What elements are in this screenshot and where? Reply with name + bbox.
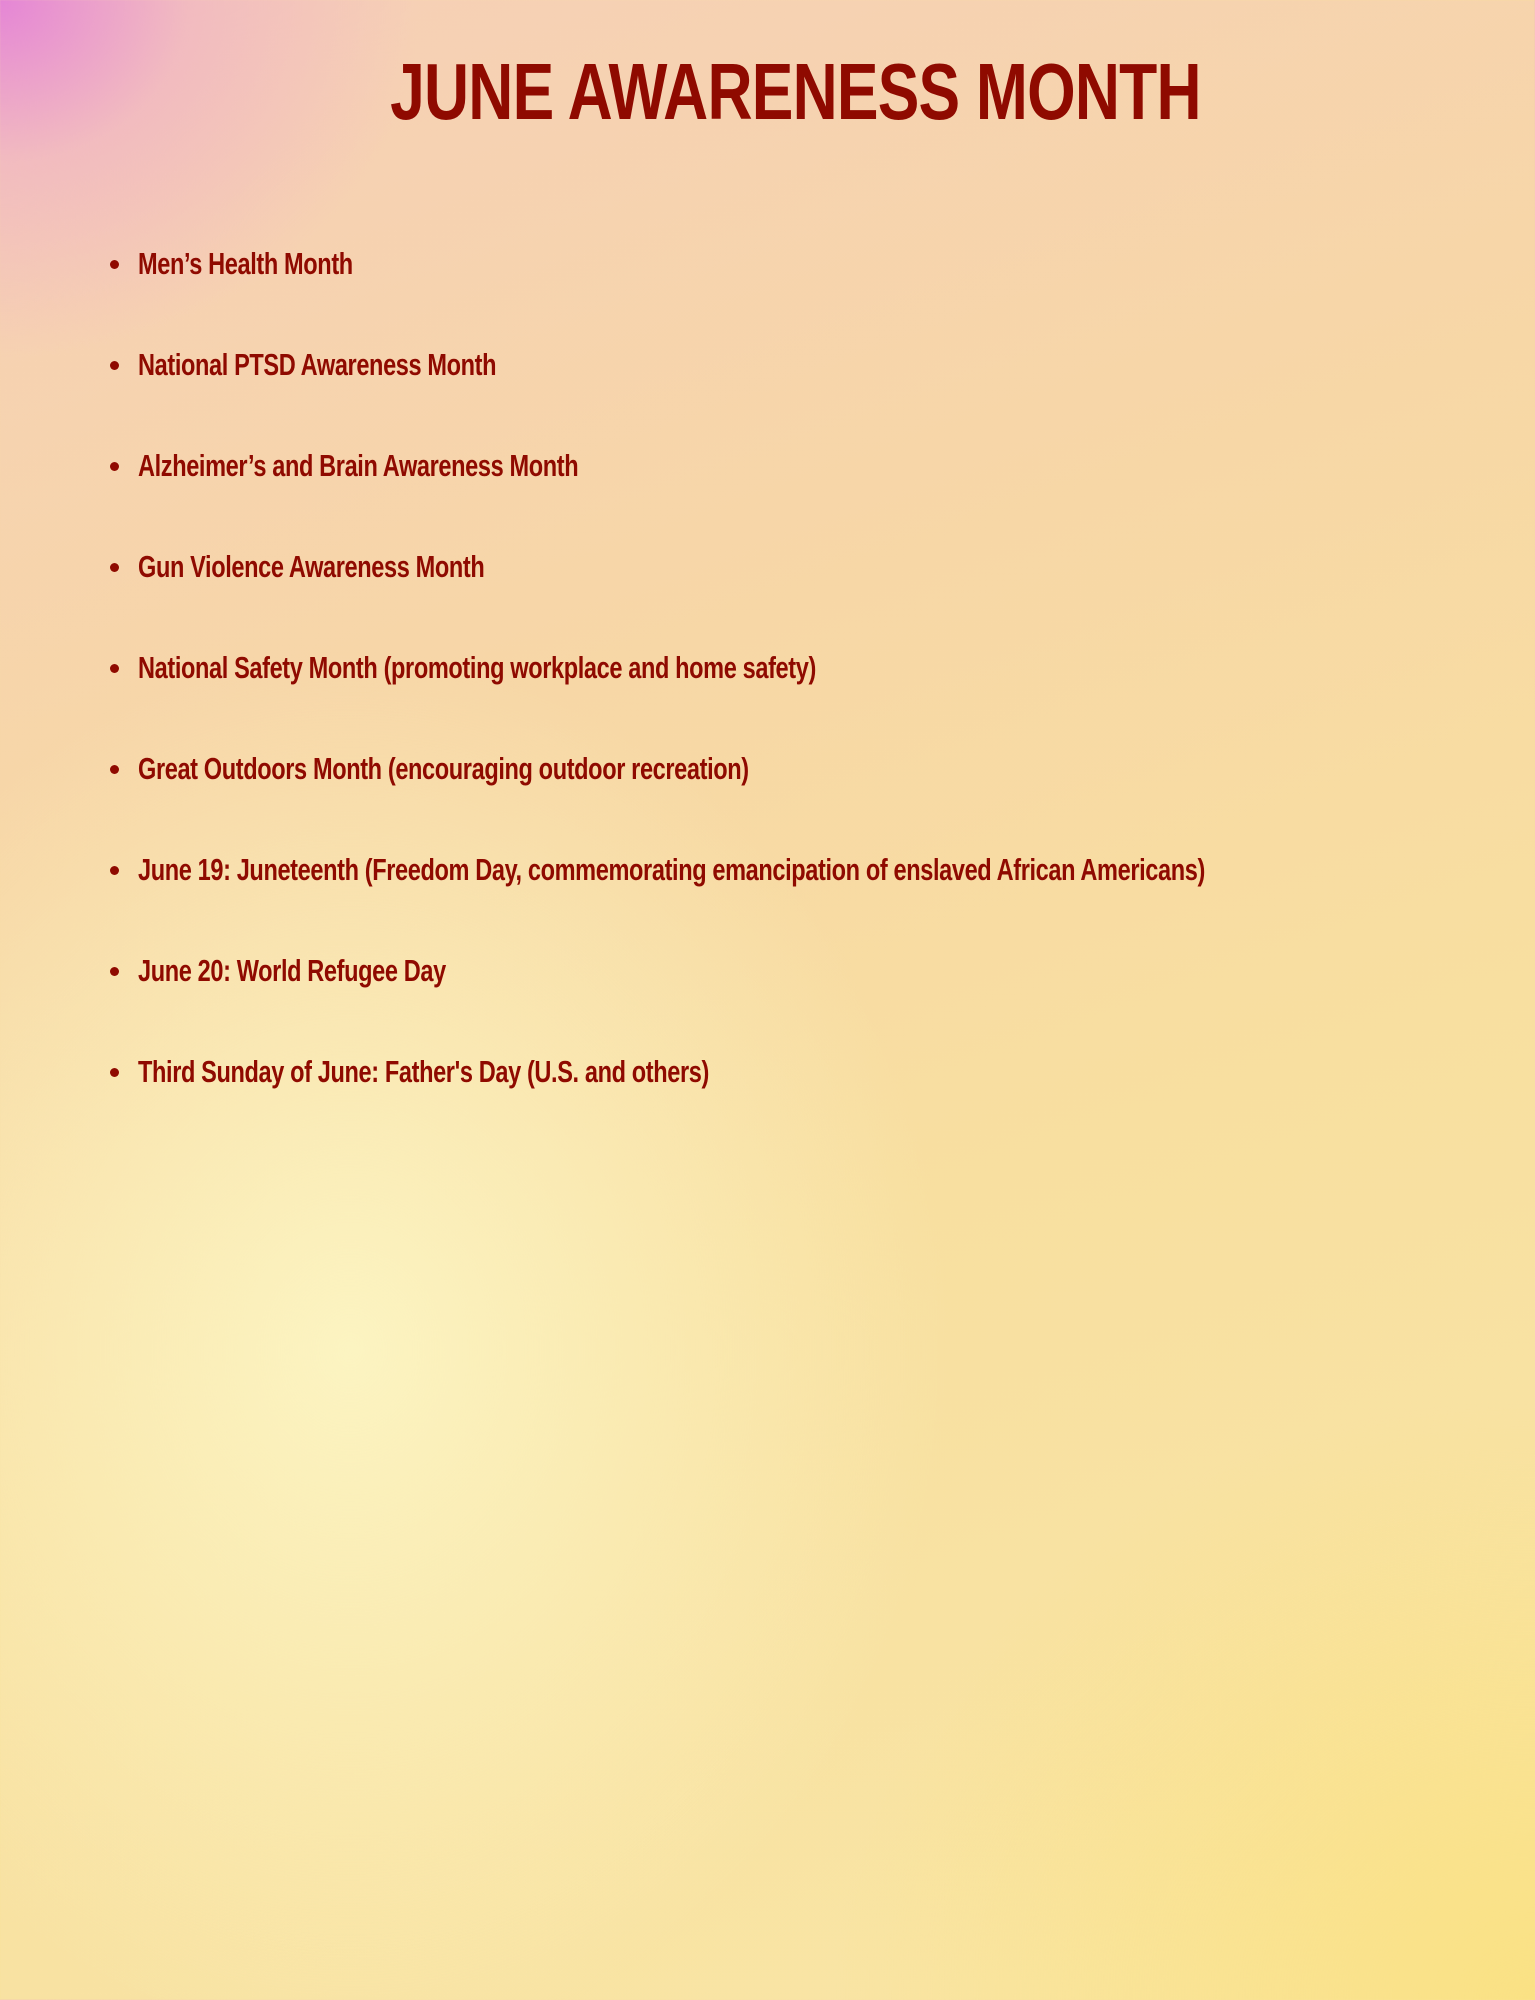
list-item-label: June 19: Juneteenth (Freedom Day, commemorating emancipation of enslaved African Americans) (138, 852, 1205, 887)
list-item-label: Gun Violence Awareness Month (138, 549, 485, 584)
bullet-icon (110, 361, 119, 370)
list-item-label: June 20: World Refugee Day (138, 953, 446, 988)
list-item-label: Alzheimer’s and Brain Awareness Month (138, 448, 579, 483)
list-item (100, 945, 1535, 1046)
list-item (100, 743, 1535, 844)
list-item-label: Third Sunday of June: Father's Day (U.S. and others) (138, 1054, 709, 1089)
bullet-icon (110, 462, 119, 471)
bullet-icon (110, 664, 119, 673)
bullet-icon (110, 765, 119, 774)
list-item-label: National Safety Month (promoting workplace and home safety) (138, 650, 816, 685)
bullet-icon (110, 866, 119, 875)
bullet-icon (110, 563, 119, 572)
awareness-list (100, 238, 1535, 1147)
page-title: JUNE AWARENESS MONTH (390, 47, 1201, 136)
list-item (100, 339, 1535, 440)
bullet-icon (110, 1068, 119, 1077)
list-item (100, 844, 1535, 945)
list-item (100, 541, 1535, 642)
list-item (100, 642, 1535, 743)
bullet-icon (110, 260, 119, 269)
list-item (100, 440, 1535, 541)
list-item-label: Men’s Health Month (138, 246, 353, 281)
list-item-label: National PTSD Awareness Month (138, 347, 497, 382)
bullet-icon (110, 967, 119, 976)
list-item-label: Great Outdoors Month (encouraging outdoor recreation) (138, 751, 749, 786)
list-item (100, 1046, 1535, 1147)
list-item (100, 238, 1535, 339)
